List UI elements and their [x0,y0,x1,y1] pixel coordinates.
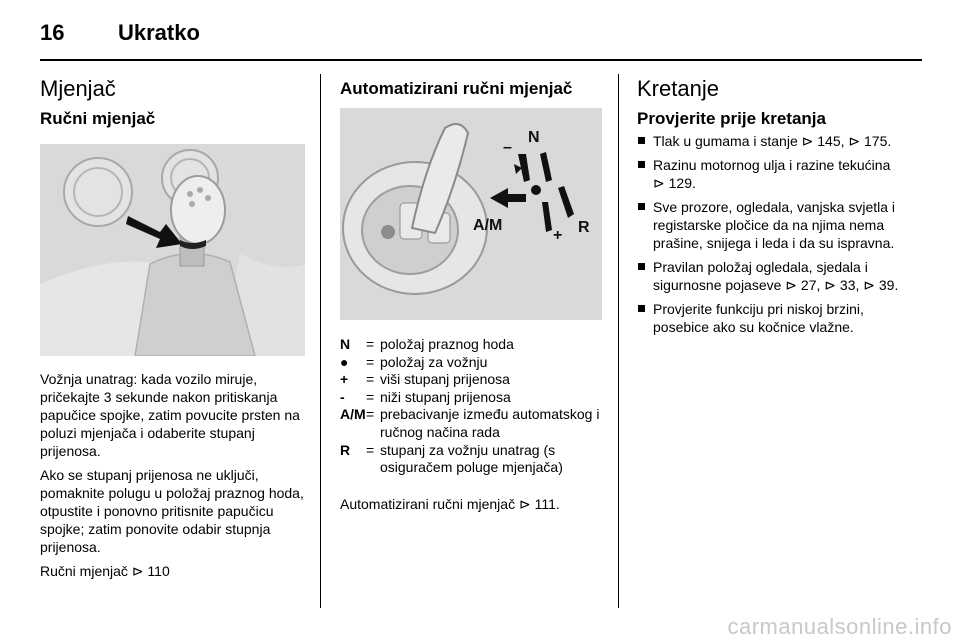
legend-description: stupanj za vožnju unatrag (s osiguračem poluge mjenjača) [380,441,563,476]
manual-gear-lever-illustration [40,144,305,356]
checklist-text: Tlak u gumama i stanje ⊳ 145, ⊳ 175. [653,133,892,149]
bullet-square-icon [638,203,645,210]
legend-key: + [340,371,349,388]
bullet-square-icon [638,263,645,270]
legend-row [340,371,602,389]
gear-not-engaged-instruction: Ako se stupanj prijenosa ne uključi, pomaknite polugu u položaj praznog hoda, otpustite i ponovno pritisnite papučicu spojke; zatim ponovite odabir stupnja prijenosa. [40,467,304,555]
list-item [637,258,905,294]
checklist-text: Pravilan položaj ogledala, sjedala i sigurnosne pojaseve ⊳ 27, ⊳ 33, ⊳ 39. [653,259,899,293]
legend-row [340,336,602,354]
legend-equals: = [366,336,375,352]
manual-transmission-crossref: Ručni mjenjač ⊳ 110 [40,563,170,579]
column-divider-right [618,74,619,608]
checklist-text: Provjerite funkciju pri niskoj brzini, posebice ako su kočnice vlažne. [653,301,864,335]
legend-key: - [340,388,345,405]
automated-gear-lever-drawing [340,108,602,320]
legend-equals: = [366,371,375,388]
subtitle-pre-drive-checks: Provjerite prije kretanja [637,109,826,128]
subtitle-manual-transmission: Ručni mjenjač [40,109,156,128]
legend-key: A/M [340,406,366,423]
legend-equals: = [366,441,375,458]
left-column [40,74,305,586]
figure-label-minus: – [503,139,512,156]
legend-equals: = [366,406,375,423]
list-item [637,300,905,336]
gear-positions-legend [340,336,602,477]
list-item [637,198,905,252]
right-column [637,74,905,342]
list-item [637,156,905,192]
legend-row [340,442,602,477]
legend-key: N [340,336,351,352]
legend-equals: = [366,353,375,370]
manual-gear-lever-drawing [40,144,305,356]
figure-label-r: R [578,219,590,236]
figure-label-am: A/M [473,217,503,234]
bullet-square-icon [638,305,645,312]
section-title-driving: Kretanje [637,76,719,101]
bullet-square-icon [638,161,645,168]
legend-description: položaj praznog hoda [380,336,514,352]
header-rule [40,59,922,61]
automated-manual-transmission-title: Automatizirani ručni mjenjač [340,79,573,98]
page-header [40,14,920,54]
page-section-title: Ukratko [118,20,200,45]
column-divider-left [320,74,321,608]
legend-row [340,406,602,441]
page-number: 16 [40,20,65,45]
drive-position-dot [531,185,541,195]
checklist-text: Razinu motornog ulja i razine tekućina ⊳ 129. [653,157,891,191]
bullet-square-icon [638,137,645,144]
legend-key: ● [340,353,349,370]
legend-row [340,389,602,407]
automated-transmission-crossref: Automatizirani ručni mjenjač ⊳ 111. [340,495,560,512]
figure-label-n: N [528,129,540,146]
legend-description: viši stupanj prijenosa [380,371,510,388]
site-watermark: carmanualsonline.info [727,614,952,639]
legend-key: R [340,441,351,458]
figure-label-plus: + [553,227,563,244]
legend-description: prebacivanje između automatskog i ručnog načina rada [380,406,600,440]
legend-equals: = [366,388,375,405]
list-item [637,132,905,150]
pre-drive-checklist [637,132,905,336]
legend-row [340,354,602,372]
reverse-gear-instruction: Vožnja unatrag: kada vozilo miruje, pričekajte 3 sekunde nakon pritiskanja papučice spojke, zatim povucite prsten na poluzi mjenjača i odaberite stupanj prijenosa. [40,371,300,459]
automated-gear-lever-illustration [340,108,602,320]
checklist-text: Sve prozore, ogledala, vanjska svjetla i registarske pločice da na njima nema prašine, snijega i leda i da su ispravna. [653,199,896,251]
legend-description: niži stupanj prijenosa [380,388,511,405]
section-title-transmission: Mjenjač [40,76,116,101]
middle-column [340,74,602,527]
legend-description: položaj za vožnju [380,353,488,370]
